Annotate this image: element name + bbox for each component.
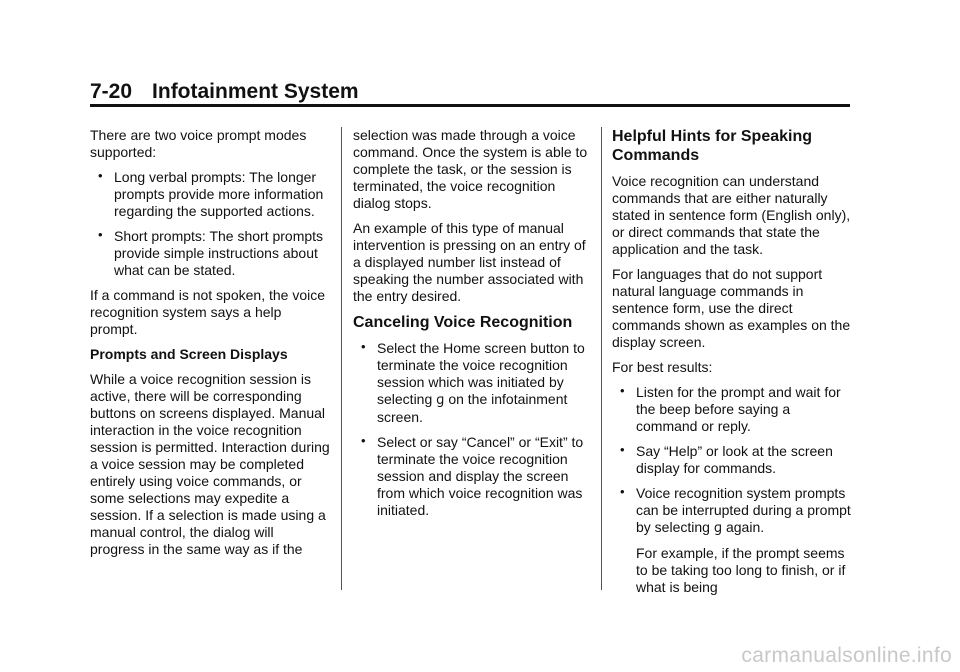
list-item (90, 169, 330, 220)
bullet-continuation: For example, if the prompt seems to be taking too long to finish, or if what is being (636, 545, 846, 595)
bullet-text: Long verbal prompts: The longer prompts provide more information regarding the supported actions. (114, 169, 324, 219)
heading-canceling-voice-recognition: Canceling Voice Recognition (353, 314, 573, 331)
not-spoken-paragraph: If a command is not spoken, the voice recognition system says a help prompt. (90, 287, 326, 337)
bullet-text: Select the Home screen button to terminate the voice recognition session which was initiated by selecting (377, 340, 585, 407)
list-item (353, 340, 591, 426)
bullet-icon: • (361, 339, 366, 354)
bullet-text: Voice recognition system prompts can be interrupted during a prompt by selecting (636, 485, 851, 535)
heading-helpful-hints: Helpful Hints for Speaking Commands (612, 128, 813, 164)
bullet-icon: • (98, 227, 103, 242)
hints-list (612, 384, 852, 596)
column-left (90, 127, 330, 566)
bullet-text: Short prompts: The short prompts provide simple instructions about what can be stated. (114, 228, 324, 278)
subheading-prompts-displays: Prompts and Screen Displays (90, 346, 288, 362)
bullet-icon: • (620, 442, 625, 457)
page-header (90, 78, 850, 104)
example-paragraph: An example of this type of manual intervention is pressing on an entry of a displayed number list instead of speaking the number associated with the entry desired. (353, 220, 586, 304)
list-item (612, 443, 852, 477)
list-item (353, 434, 591, 519)
watermark: carmanualsonline.info (741, 644, 952, 667)
bullet-icon: • (361, 433, 366, 448)
bullet-text: Say “Help” or look at the screen display for commands. (636, 443, 833, 476)
column-right (612, 127, 852, 604)
column-middle (353, 127, 591, 527)
cancel-steps-list (353, 340, 591, 519)
bullet-text: Listen for the prompt and wait for the beep before saying a command or reply. (636, 384, 841, 434)
bullet-icon: • (620, 383, 625, 398)
prompt-modes-list (90, 169, 330, 279)
understand-paragraph: Voice recognition can understand commands that are either naturally stated in sentence form (English only), or direct commands that state the application and the task. (612, 173, 851, 257)
languages-paragraph: For languages that do not support natural language commands in sentence form, use the direct commands shown as examples on the display screen. (612, 266, 851, 350)
voice-recognition-icon: ɡ (436, 393, 445, 408)
best-results-paragraph: For best results: (612, 359, 713, 375)
bullet-icon: • (98, 168, 103, 183)
header-rule (90, 104, 850, 107)
page-number: 7-20 (90, 80, 133, 103)
bullet-icon: • (620, 484, 625, 499)
continued-paragraph: selection was made through a voice command. Once the system is able to complete the task, or the session is terminated, the voice recognition dialog stops. (353, 127, 588, 211)
list-item (90, 228, 330, 279)
bullet-text: Select or say “Cancel” or “Exit” to terminate the voice recognition session and display the screen from which voice recognition was initiated. (377, 434, 584, 518)
list-item (612, 384, 852, 435)
column-divider-left (341, 127, 342, 590)
bullet-text-end: again. (725, 519, 765, 535)
session-active-paragraph: While a voice recognition session is active, there will be corresponding buttons on screens displayed. Manual interaction in the voice recognition session is permitted. Interaction during a voice session may be completed entirely using voice commands, or some selections may expedite a session. If a selection is made using a manual control, the dialog will progress in the same way as if the (90, 371, 330, 557)
intro-paragraph: There are two voice prompt modes supported: (90, 127, 307, 160)
bullet-text-end: on the infotainment screen. (377, 391, 568, 425)
section-title: Infotainment System (152, 80, 359, 103)
voice-recognition-icon: ɡ (713, 521, 723, 536)
list-item (612, 485, 852, 596)
column-divider-right (601, 127, 602, 590)
